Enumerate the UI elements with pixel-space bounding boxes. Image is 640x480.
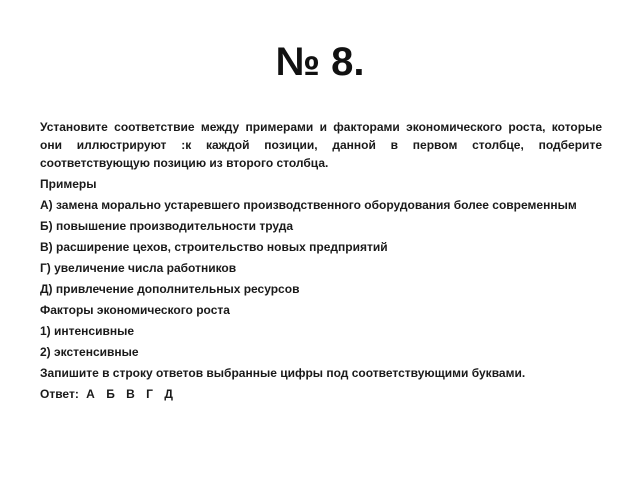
answer-letter-g: Г [146,387,153,401]
factor-item-1: 1) интенсивные [40,324,135,338]
answer-letter-b: Б [106,387,115,401]
answer-line [40,385,602,403]
task-number-title: № 8. [275,40,365,84]
answer-letter-v: В [126,387,135,401]
answer-label: Ответ: [40,387,79,401]
task-instruction: Установите соответствие между примерами и факторами экономического роста, которые они иллюстрируют :к каждой позиции, данной в первом столбце, подберите соответствующую позицию из второго столбца. [40,120,602,170]
example-item-v: В) расширение цехов, строительство новых предприятий [40,240,388,254]
answer-letter-a: А [86,387,95,401]
factor-item-2: 2) экстенсивные [40,345,139,359]
answer-instruction: Запишите в строку ответов выбранные цифры под соответствующими буквами. [40,366,526,380]
examples-heading: Примеры [40,177,97,191]
factors-heading: Факторы экономического роста [40,303,230,317]
task-content [40,118,602,406]
example-item-a: А) замена морально устаревшего производственного оборудования более современным [40,198,577,212]
answer-letter-d: Д [164,387,173,401]
example-item-b: Б) повышение производительности труда [40,219,294,233]
example-item-d: Д) привлечение дополнительных ресурсов [40,282,300,296]
example-item-g: Г) увеличение числа работников [40,261,237,275]
